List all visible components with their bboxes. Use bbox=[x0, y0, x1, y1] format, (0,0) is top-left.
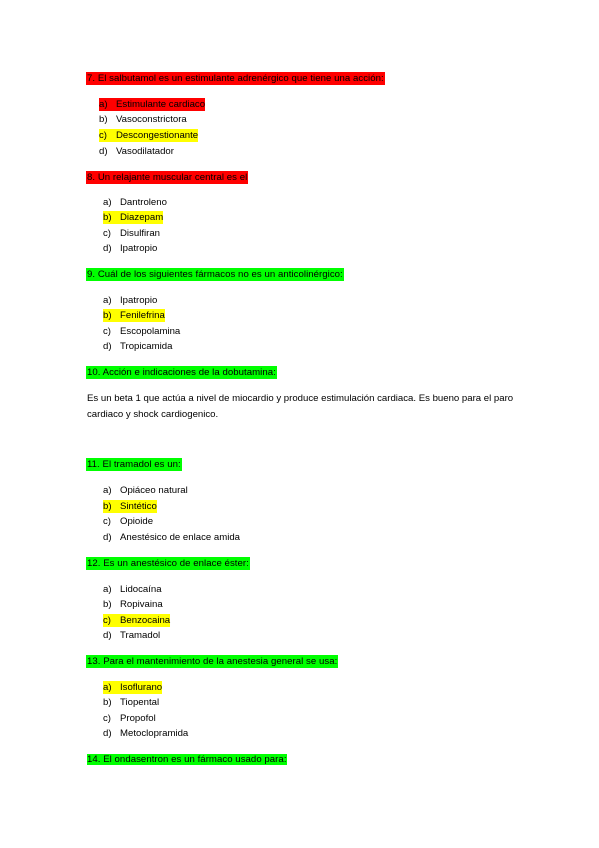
option-letter: b) bbox=[103, 501, 112, 512]
option-letter: c) bbox=[99, 130, 107, 141]
option-text: Sintético bbox=[120, 501, 157, 512]
question-8-option-d bbox=[103, 242, 157, 255]
option-letter: c) bbox=[103, 516, 111, 527]
question-8-title: 8. Un relajante muscular central es el bbox=[87, 172, 248, 183]
option-text: Opiáceo natural bbox=[120, 485, 188, 496]
option-letter: d) bbox=[103, 532, 112, 543]
question-9-option-b bbox=[103, 309, 165, 322]
option-letter: a) bbox=[103, 197, 112, 208]
option-letter: b) bbox=[103, 697, 112, 708]
option-text: Ipatropio bbox=[120, 243, 158, 254]
question-9-option-c bbox=[103, 325, 180, 338]
option-letter: c) bbox=[103, 615, 111, 626]
option-text: Propofol bbox=[120, 713, 156, 724]
option-letter: b) bbox=[99, 114, 108, 125]
question-8-option-c bbox=[103, 227, 160, 240]
question-10-answer: Es un beta 1 que actúa a nivel de miocardio y produce estimulación cardiaca. Es bueno para el paro cardiaco y shock cardiogenico. bbox=[87, 393, 514, 420]
question-11-title: 11. El tramadol es un: bbox=[87, 459, 181, 470]
question-12-option-a bbox=[103, 583, 162, 596]
option-letter: d) bbox=[103, 728, 112, 739]
option-text: Vasoconstrictora bbox=[116, 114, 187, 125]
option-letter: a) bbox=[103, 682, 112, 693]
option-text: Tropicamida bbox=[120, 341, 173, 352]
option-text: Estimulante cardiaco bbox=[116, 99, 206, 110]
option-letter: a) bbox=[99, 99, 108, 110]
option-text: Metoclopramida bbox=[120, 728, 189, 739]
question-8-option-a bbox=[103, 196, 167, 209]
question-13-title: 13. Para el mantenimiento de la anestesia general se usa: bbox=[87, 656, 338, 667]
question-11-option-a bbox=[103, 484, 188, 497]
question-12-title: 12. Es un anestésico de enlace éster: bbox=[87, 558, 249, 569]
question-9-option-d bbox=[103, 340, 172, 353]
option-letter: b) bbox=[103, 599, 112, 610]
option-text: Escopolamina bbox=[120, 326, 181, 337]
option-text: Vasodilatador bbox=[116, 146, 174, 157]
option-text: Tiopental bbox=[120, 697, 160, 708]
question-13-option-b bbox=[103, 696, 159, 709]
question-12-option-d bbox=[103, 629, 160, 642]
option-letter: a) bbox=[103, 584, 112, 595]
question-14-title-text: 14. El ondasentron es un fármaco usado para: bbox=[87, 754, 287, 765]
option-letter: d) bbox=[99, 146, 108, 157]
option-letter: a) bbox=[103, 295, 112, 306]
option-text: Ropivaina bbox=[120, 599, 163, 610]
question-11-option-b bbox=[103, 500, 157, 513]
question-13-option-c bbox=[103, 712, 156, 725]
question-12-option-c bbox=[103, 614, 170, 627]
option-text: Ipatropio bbox=[120, 295, 158, 306]
question-9-option-a bbox=[103, 294, 157, 307]
option-text: Disulfiran bbox=[120, 228, 160, 239]
option-text: Fenilefrina bbox=[120, 310, 165, 321]
question-13-option-d bbox=[103, 727, 188, 740]
option-text: Tramadol bbox=[120, 630, 161, 641]
question-7-option-c bbox=[99, 129, 198, 142]
option-text: Diazepam bbox=[120, 212, 164, 223]
option-text: Descongestionante bbox=[116, 130, 199, 141]
option-text: Opioide bbox=[120, 516, 154, 527]
option-letter: c) bbox=[103, 326, 111, 337]
question-7-option-d bbox=[99, 145, 174, 158]
question-10-title: 10. Acción e indicaciones de la dobutamina: bbox=[87, 367, 276, 378]
option-letter: c) bbox=[103, 713, 111, 724]
option-letter: b) bbox=[103, 212, 112, 223]
question-12-option-b bbox=[103, 598, 163, 611]
option-letter: b) bbox=[103, 310, 112, 321]
option-text: Anestésico de enlace amida bbox=[120, 532, 240, 543]
option-letter: d) bbox=[103, 341, 112, 352]
option-text: Dantroleno bbox=[120, 197, 167, 208]
question-14-title bbox=[86, 753, 288, 766]
question-9-title: 9. Cuál de los siguientes fármacos no es un anticolinérgico: bbox=[87, 269, 343, 280]
question-8-option-b bbox=[103, 211, 163, 224]
question-7-title: 7. El salbutamol es un estimulante adrenérgico que tiene una acción: bbox=[87, 73, 384, 84]
option-letter: a) bbox=[103, 485, 112, 496]
question-11-option-c bbox=[103, 515, 153, 528]
option-letter: d) bbox=[103, 243, 112, 254]
question-11-option-d bbox=[103, 531, 240, 544]
question-7-option-a bbox=[99, 98, 205, 111]
question-13-option-a bbox=[103, 681, 162, 694]
option-text: Lidocaína bbox=[120, 584, 162, 595]
option-letter: d) bbox=[103, 630, 112, 641]
option-letter: c) bbox=[103, 228, 111, 239]
question-7-option-b bbox=[99, 113, 187, 126]
option-text: Isoflurano bbox=[120, 682, 163, 693]
option-text: Benzocaina bbox=[120, 615, 171, 626]
